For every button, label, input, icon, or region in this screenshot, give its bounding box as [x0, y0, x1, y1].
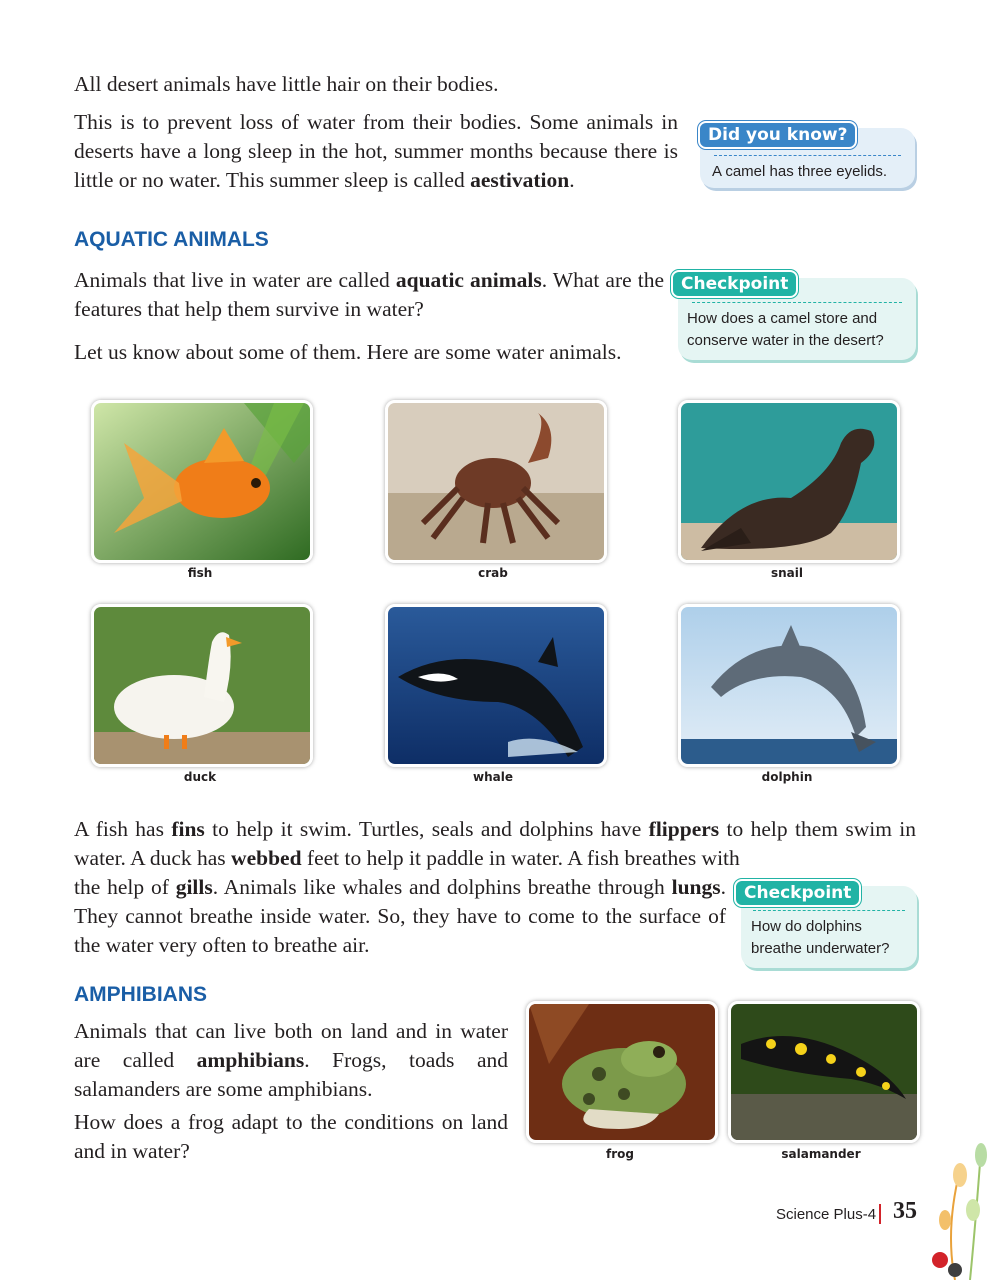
crab-image — [388, 403, 604, 560]
divider — [692, 302, 902, 303]
webbed-term: webbed — [231, 846, 302, 870]
intro-line — [74, 70, 684, 99]
page-number: 35 — [893, 1198, 917, 1224]
dolphin-image — [681, 607, 897, 764]
divider — [753, 910, 905, 911]
frog-image — [529, 1004, 715, 1140]
lungs-term: lungs — [671, 875, 721, 899]
amphibians-question: How does a frog adapt to the conditions on land and in water? — [74, 1110, 508, 1163]
crab-caption: crab — [478, 566, 508, 580]
aquatic-paragraph: Animals that live in water are called aquatic animals. What are the features that help them survive in water? — [74, 268, 664, 321]
aquatic-paragraph-2: Let us know about some of them. Here are some water animals. — [74, 340, 622, 364]
divider — [714, 155, 901, 156]
book-title: Science Plus-4 — [776, 1206, 877, 1223]
snail-caption: snail — [770, 566, 803, 580]
fish-caption: fish — [187, 566, 213, 580]
crab-photo — [385, 400, 607, 563]
duck-caption: duck — [183, 770, 217, 784]
intro-paragraph: This is to prevent loss of water from their bodies. Some animals in deserts have a long sleep in the hot, summer months because there is little or no water. This summer sleep is called aestivation. — [74, 110, 678, 192]
amphibians-term: amphibians — [196, 1048, 305, 1072]
salamander-photo — [728, 1001, 920, 1143]
footer-divider — [879, 1204, 881, 1224]
checkpoint-tag-1: Checkpoint — [671, 270, 798, 298]
gills-term: gills — [175, 875, 213, 899]
fins-term: fins — [171, 817, 205, 841]
frog-caption: frog — [606, 1147, 634, 1161]
whale-image — [388, 607, 604, 764]
whale-photo — [385, 604, 607, 767]
fish-photo — [91, 400, 313, 563]
fish-image — [94, 403, 310, 560]
whale-caption: whale — [473, 770, 513, 784]
snail-photo — [678, 400, 900, 563]
flippers-term: flippers — [648, 817, 720, 841]
amphibians-paragraph: Animals that can live both on land and in water are called amphibians. Frogs, toads and salamanders are some amphibians. — [74, 1019, 508, 1101]
checkpoint-text-2: How do dolphins breathe underwater? — [751, 918, 890, 957]
features-paragraph-2: the help of gills. Animals like whales and dolphins breathe through lungs. They cannot breathe inside water. So, they have to come to the surface of the water very often to breathe air. — [74, 875, 726, 957]
aquatic-heading: AQUATIC ANIMALS — [74, 228, 269, 251]
dolphin-caption: dolphin — [761, 770, 813, 784]
did-you-know-tag: Did you know? — [698, 121, 857, 149]
intro-sentence: All desert animals have little hair on their bodies. — [74, 72, 499, 96]
duck-photo — [91, 604, 313, 767]
salamander-caption: salamander — [781, 1147, 861, 1161]
dolphin-photo — [678, 604, 900, 767]
aquatic-term: aquatic animals — [395, 268, 542, 292]
snail-image — [681, 403, 897, 560]
aestivation-term: aestivation — [470, 168, 570, 192]
duck-image — [94, 607, 310, 764]
amphibians-heading: AMPHIBIANS — [74, 983, 208, 1006]
salamander-image — [731, 1004, 917, 1140]
checkpoint-text-1: How does a camel store and conserve water in the desert? — [687, 310, 884, 349]
did-you-know-text: A camel has three eyelids. — [712, 163, 888, 180]
decorative-flowers-icon — [915, 1130, 989, 1280]
frog-photo — [526, 1001, 718, 1143]
checkpoint-tag-2: Checkpoint — [734, 879, 861, 907]
features-paragraph-1: A fish has fins to help it swim. Turtles, seals and dolphins have flippers to help them swim in water. A duck has webbed feet to help it paddle in water. A fish breathes with — [74, 817, 916, 870]
